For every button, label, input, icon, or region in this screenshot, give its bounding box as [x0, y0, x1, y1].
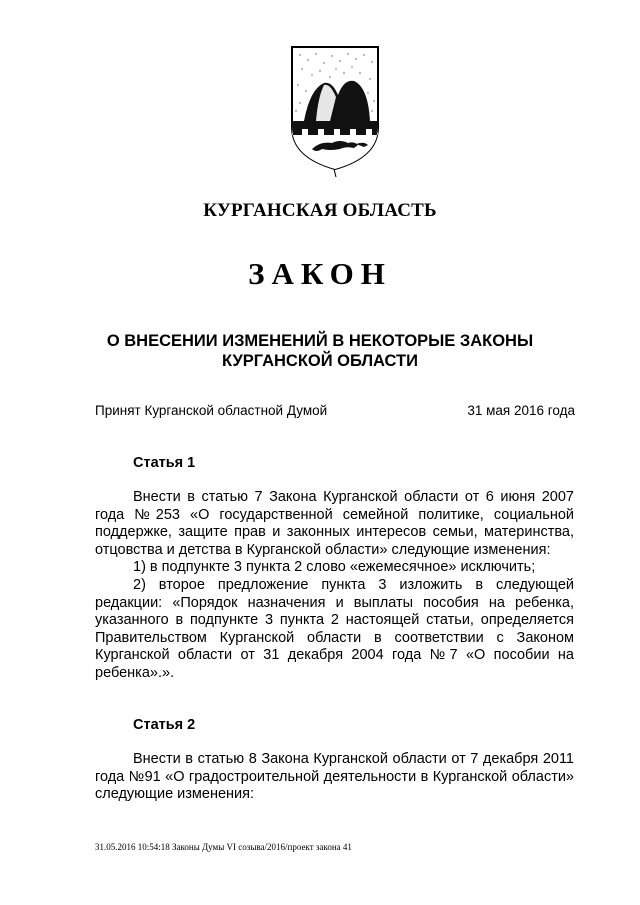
article-1-item-2: 2) второе предложение пункта 3 изложить в следующей редакции: «Порядок назначения и выплаты пособия на ребенка, указанного в подпункте 3 пункта 2 настоящей статьи, определяется Правительством Курганской области в соответствии с Законом Курганской области от 31 декабря 2004 года №7 «О пособии на ребенка».». — [95, 576, 574, 681]
article-2-body — [95, 751, 574, 804]
adoption-line — [95, 403, 575, 418]
law-title — [60, 331, 580, 371]
law-title-line-2: КУРГАНСКОЙ ОБЛАСТИ — [222, 352, 418, 370]
law-title-line-1: О ВНЕСЕНИИ ИЗМЕНЕНИЙ В НЕКОТОРЫЕ ЗАКОНЫ — [106, 332, 534, 350]
article-1-intro: Внести в статью 7 Закона Курганской области от 6 июня 2007 года №253 «О государственной семейной политике, социальной поддержке, защите прав и законных интересов семьи, материнства, отцовства и детства в Курганской области» следующие изменения: — [95, 489, 574, 558]
adopted-by: Принят Курганской областной Думой — [95, 403, 328, 418]
region-title: КУРГАНСКАЯ ОБЛАСТЬ — [203, 200, 437, 221]
article-2-intro: Внести в статью 8 Закона Курганской области от 7 декабря 2011 года №91 «О градостроительной деятельности в Курганской области» следующие изменения: — [95, 751, 574, 803]
article-1-item-1: 1) в подпункте 3 пункта 2 слово «ежемесячное» исключить; — [133, 559, 536, 576]
file-path-footer: 31.05.2016 10:54:18 Законы Думы VI созыва/2016/проект закона 41 — [95, 842, 352, 852]
adoption-date: 31 мая 2016 года — [467, 403, 575, 418]
article-2-heading: Статья 2 — [133, 717, 196, 733]
document-type: ЗАКОН — [248, 256, 392, 291]
article-1-body — [95, 489, 574, 683]
coat-of-arms-icon — [290, 45, 380, 180]
article-1-heading: Статья 1 — [133, 455, 196, 471]
